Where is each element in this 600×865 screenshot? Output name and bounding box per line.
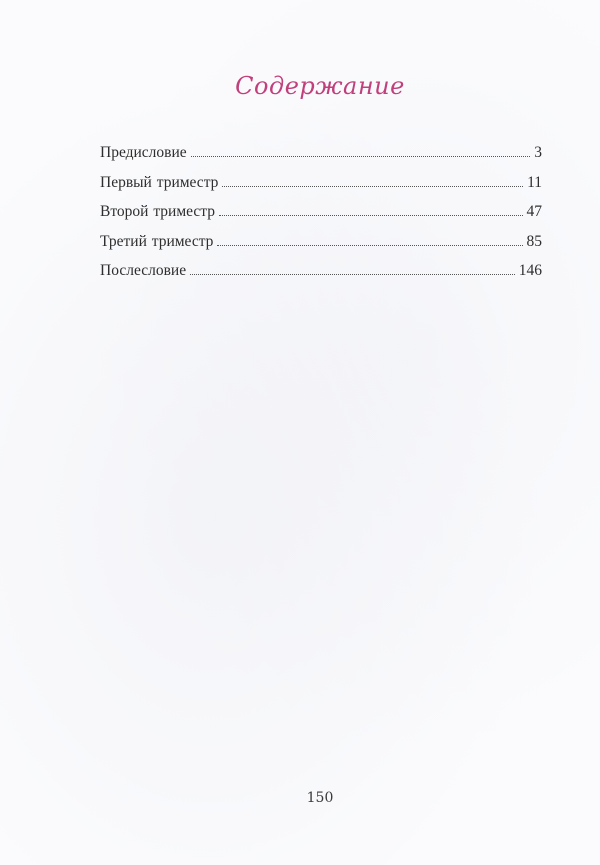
toc-entry-page: 11 xyxy=(527,173,542,191)
dot-leader xyxy=(217,245,522,246)
toc-title: Содержание xyxy=(235,72,405,100)
toc-entry-page: 146 xyxy=(518,262,542,279)
toc-entry-third-trimester[interactable] xyxy=(100,231,542,261)
dot-leader xyxy=(219,215,522,216)
dot-leader xyxy=(190,274,515,275)
toc-entry-second-trimester[interactable] xyxy=(100,201,542,231)
page-number: 150 xyxy=(306,790,334,806)
toc-entry-label: Послесловие xyxy=(100,262,187,279)
toc-entry-afterword[interactable] xyxy=(100,260,542,290)
toc-entry-label: Предисловие xyxy=(100,144,187,161)
toc-entry-page: 47 xyxy=(526,203,542,220)
dot-leader xyxy=(191,156,531,157)
toc-entry-preface[interactable] xyxy=(100,142,542,172)
toc-entry-first-trimester[interactable] xyxy=(100,172,542,202)
table-of-contents xyxy=(100,142,542,290)
toc-entry-page: 3 xyxy=(534,144,542,161)
dot-leader xyxy=(222,186,523,187)
toc-entry-label: Первый триместр xyxy=(100,173,219,191)
toc-entry-label: Второй триместр xyxy=(100,203,216,220)
toc-entry-page: 85 xyxy=(526,232,542,250)
toc-entry-label: Третий триместр xyxy=(100,232,214,250)
